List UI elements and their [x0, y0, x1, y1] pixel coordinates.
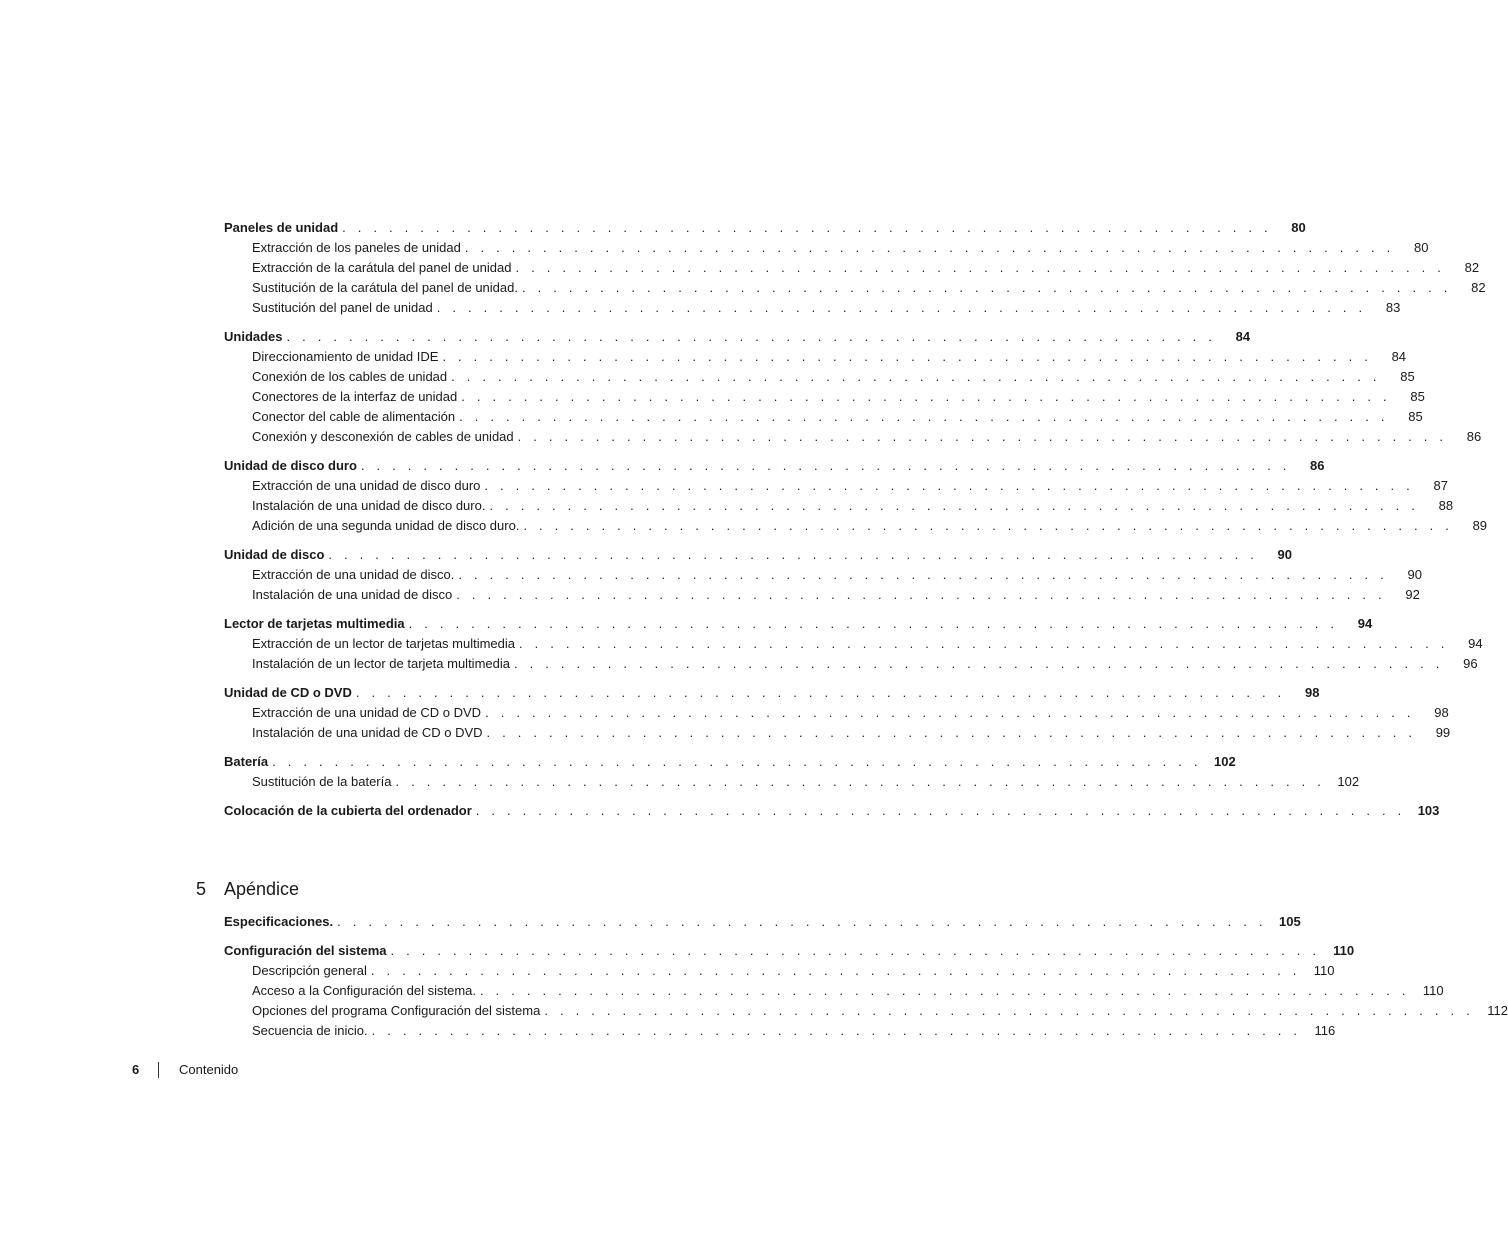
toc-section-entry[interactable]: [224, 218, 1306, 238]
toc-entry-page-number: 82: [1471, 280, 1486, 295]
toc-subsection-entry[interactable]: [224, 703, 1449, 723]
toc-entry-page-number: 98: [1304, 685, 1320, 700]
toc-subsection-entry[interactable]: [224, 347, 1407, 367]
dot-leader: . . . . . . . . . . . . . . . . . . . . . . . . . . . . . . . . . . . . . . . . . . . . . . . . . . . . . . . . . . . .: [515, 260, 1446, 275]
toc-entry-title: Sustitución del panel de unidad: [252, 298, 437, 318]
toc-section-entry[interactable]: [224, 801, 1440, 821]
toc-subsection-entry[interactable]: [224, 367, 1415, 387]
toc-section-entry[interactable]: [224, 941, 1355, 961]
toc-entry-title: Direccionamiento de unidad IDE: [252, 347, 442, 367]
toc-section-entry[interactable]: [224, 614, 1373, 634]
dot-leader: . . . . . . . . . . . . . . . . . . . . . . . . . . . . . . . . . . . . . . . . . . . . . . . . . . . . . . . . . . . .: [286, 329, 1217, 344]
toc-subsection-entry[interactable]: [224, 387, 1425, 407]
toc-entry-title: Adición de una segunda unidad de disco duro.: [252, 516, 523, 536]
toc-subsection-entry[interactable]: [224, 238, 1429, 258]
toc-section-entry[interactable]: [224, 456, 1325, 476]
toc-entry-title: Extracción de una unidad de CD o DVD: [252, 703, 485, 723]
footer-section-label: Contenido: [179, 1062, 239, 1077]
toc-entry-page-number: 90: [1407, 567, 1422, 582]
toc-entry-title: Opciones del programa Configuración del sistema: [252, 1001, 544, 1021]
dot-leader: . . . . . . . . . . . . . . . . . . . . . . . . . . . . . . . . . . . . . . . . . . . . . . . . . . . . . . . . . . . .: [436, 300, 1367, 315]
toc-entry-page-number: 110: [1333, 943, 1355, 958]
dot-leader: . . . . . . . . . . . . . . . . . . . . . . . . . . . . . . . . . . . . . . . . . . . . . . . . . . . . . . . . . . . .: [360, 458, 1291, 473]
toc-entry-title: Sustitución de la batería: [252, 772, 395, 792]
toc-subsection-entry[interactable]: [224, 565, 1422, 585]
dot-leader: . . . . . . . . . . . . . . . . . . . . . . . . . . . . . . . . . . . . . . . . . . . . . . . . . . . . . . . . . . . .: [442, 349, 1373, 364]
toc-entry-title: Conexión de los cables de unidad: [252, 367, 451, 387]
dot-leader: . . . . . . . . . . . . . . . . . . . . . . . . . . . . . . . . . . . . . . . . . . . . . . . . . . . . . . . . . . . .: [485, 705, 1415, 720]
footer-separator: [158, 1062, 159, 1078]
dot-leader: . . . . . . . . . . . . . . . . . . . . . . . . . . . . . . . . . . . . . . . . . . . . . . . . . . . . . . . . . . . .: [489, 498, 1420, 513]
toc-entry-page-number: 86: [1310, 458, 1325, 473]
toc-entry-title: Instalación de una unidad de disco duro.: [252, 496, 489, 516]
toc-entry-page-number: 98: [1434, 705, 1449, 720]
dot-leader: . . . . . . . . . . . . . . . . . . . . . . . . . . . . . . . . . . . . . . . . . . . . . . . . . . . . . . . . . . . .: [517, 429, 1448, 444]
toc-entry-page-number: 96: [1463, 656, 1478, 671]
toc-entry-page-number: 92: [1405, 587, 1420, 602]
toc-subsection-entry[interactable]: [224, 1001, 1508, 1021]
toc-section-entry[interactable]: [224, 912, 1301, 932]
toc-entry-title: Extracción de un lector de tarjetas multimedia: [252, 634, 519, 654]
toc-entry-title: Instalación de un lector de tarjeta multimedia: [252, 654, 514, 674]
toc-entry-page-number: 105: [1279, 914, 1301, 929]
dot-leader: . . . . . . . . . . . . . . . . . . . . . . . . . . . . . . . . . . . . . . . . . . . . . . . . . . . . . . . . . . . .: [480, 983, 1410, 998]
toc-entry-page-number: 83: [1385, 300, 1401, 315]
toc-subsection-entry[interactable]: [224, 585, 1420, 605]
dot-leader: . . . . . . . . . . . . . . . . . . . . . . . . . . . . . . . . . . . . . . . . . . . . . . . . . . . . . . . . . . . .: [486, 725, 1417, 740]
toc-entry-page-number: 84: [1235, 329, 1251, 344]
toc-entry-title: Unidad de CD o DVD: [224, 683, 356, 703]
toc-entry-page-number: 84: [1391, 349, 1407, 364]
dot-leader: . . . . . . . . . . . . . . . . . . . . . . . . . . . . . . . . . . . . . . . . . . . . . . . . . . . . . . . . . . . .: [371, 1023, 1302, 1038]
toc-entry-title: Especificaciones.: [224, 912, 337, 932]
toc-entry-page-number: 102: [1337, 774, 1360, 789]
toc-subsection-entry[interactable]: [224, 1021, 1336, 1041]
toc-section-entry[interactable]: [224, 752, 1236, 772]
toc-subsection-entry[interactable]: [224, 278, 1486, 298]
footer-page-number: 6: [132, 1062, 140, 1077]
dot-leader: . . . . . . . . . . . . . . . . . . . . . . . . . . . . . . . . . . . . . . . . . . . . . . . . . . . . . . . . . . . .: [484, 478, 1414, 493]
toc-entry-title: Lector de tarjetas multimedia: [224, 614, 409, 634]
toc-entry-page-number: 82: [1464, 260, 1480, 275]
toc-subsection-entry[interactable]: [224, 981, 1444, 1001]
dot-leader: . . . . . . . . . . . . . . . . . . . . . . . . . . . . . . . . . . . . . . . . . . . . . . . . . . . . . . . . . . . .: [464, 240, 1395, 255]
toc-entry-page-number: 80: [1291, 220, 1306, 235]
toc-entry-page-number: 85: [1410, 389, 1425, 404]
toc-entry-title: Configuración del sistema: [224, 941, 391, 961]
dot-leader: . . . . . . . . . . . . . . . . . . . . . . . . . . . . . . . . . . . . . . . . . . . . . . . . . . . . . . . . . . . .: [475, 803, 1406, 818]
table-of-contents-part-2: [224, 912, 1508, 1041]
toc-subsection-entry[interactable]: [224, 516, 1488, 536]
toc-entry-page-number: 110: [1422, 983, 1444, 998]
dot-leader: . . . . . . . . . . . . . . . . . . . . . . . . . . . . . . . . . . . . . . . . . . . . . . . . . . . . . . . . . . . .: [337, 914, 1267, 929]
dot-leader: . . . . . . . . . . . . . . . . . . . . . . . . . . . . . . . . . . . . . . . . . . . . . . . . . . . . . . . . . . . .: [523, 518, 1454, 533]
dot-leader: . . . . . . . . . . . . . . . . . . . . . . . . . . . . . . . . . . . . . . . . . . . . . . . . . . . . . . . . . . . .: [390, 943, 1321, 958]
toc-entry-title: Conectores de la interfaz de unidad: [252, 387, 461, 407]
toc-entry-page-number: 85: [1400, 369, 1415, 384]
toc-section-entry[interactable]: [224, 545, 1293, 565]
toc-subsection-entry[interactable]: [224, 634, 1483, 654]
toc-section-entry[interactable]: [224, 683, 1320, 703]
toc-entry-title: Unidad de disco: [224, 545, 328, 565]
toc-entry-page-number: 86: [1466, 429, 1482, 444]
toc-entry-page-number: 94: [1357, 616, 1373, 631]
chapter-heading: [196, 876, 299, 902]
table-of-contents-part-1: [224, 218, 1488, 821]
toc-entry-title: Instalación de una unidad de disco: [252, 585, 456, 605]
dot-leader: . . . . . . . . . . . . . . . . . . . . . . . . . . . . . . . . . . . . . . . . . . . . . . . . . . . . . . . . . . . .: [342, 220, 1272, 235]
toc-entry-page-number: 94: [1468, 636, 1483, 651]
toc-entry-page-number: 112: [1487, 1003, 1508, 1018]
dot-leader: . . . . . . . . . . . . . . . . . . . . . . . . . . . . . . . . . . . . . . . . . . . . . . . . . . . . . . . . . . . .: [370, 963, 1301, 978]
dot-leader: . . . . . . . . . . . . . . . . . . . . . . . . . . . . . . . . . . . . . . . . . . . . . . . . . . . . . . . . . . . .: [521, 280, 1452, 295]
toc-subsection-entry[interactable]: [224, 258, 1480, 278]
toc-entry-page-number: 88: [1438, 498, 1454, 513]
dot-leader: . . . . . . . . . . . . . . . . . . . . . . . . . . . . . . . . . . . . . . . . . . . . . . . . . . . . . . . . . . . .: [458, 567, 1388, 582]
dot-leader: . . . . . . . . . . . . . . . . . . . . . . . . . . . . . . . . . . . . . . . . . . . . . . . . . . . . . . . . . . . .: [459, 409, 1389, 424]
toc-entry-page-number: 110: [1313, 963, 1335, 978]
dot-leader: . . . . . . . . . . . . . . . . . . . . . . . . . . . . . . . . . . . . . . . . . . . . . . . . . . . . . . . . . . . .: [461, 389, 1391, 404]
toc-subsection-entry[interactable]: [224, 654, 1478, 674]
toc-entry-title: Unidad de disco duro: [224, 456, 361, 476]
dot-leader: . . . . . . . . . . . . . . . . . . . . . . . . . . . . . . . . . . . . . . . . . . . . . . . . . . . . . . . . . . . .: [513, 656, 1444, 671]
toc-entry-title: Extracción de los paneles de unidad: [252, 238, 465, 258]
toc-entry-title: Descripción general: [252, 961, 371, 981]
toc-entry-title: Instalación de una unidad de CD o DVD: [252, 723, 487, 743]
toc-subsection-entry[interactable]: [224, 496, 1454, 516]
toc-entry-page-number: 85: [1408, 409, 1423, 424]
dot-leader: . . . . . . . . . . . . . . . . . . . . . . . . . . . . . . . . . . . . . . . . . . . . . . . . . . . . . . . . . . . .: [328, 547, 1259, 562]
toc-subsection-entry[interactable]: [224, 723, 1451, 743]
toc-entry-page-number: 102: [1213, 754, 1236, 769]
dot-leader: . . . . . . . . . . . . . . . . . . . . . . . . . . . . . . . . . . . . . . . . . . . . . . . . . . . . . . . . . . . .: [456, 587, 1386, 602]
toc-subsection-entry[interactable]: [224, 427, 1482, 447]
toc-entry-page-number: 116: [1314, 1023, 1336, 1038]
toc-subsection-entry[interactable]: [224, 298, 1401, 318]
dot-leader: . . . . . . . . . . . . . . . . . . . . . . . . . . . . . . . . . . . . . . . . . . . . . . . . . . . . . . . . . . . .: [272, 754, 1202, 769]
toc-entry-title: Acceso a la Configuración del sistema.: [252, 981, 480, 1001]
toc-entry-title: Batería: [224, 752, 272, 772]
toc-entry-title: Paneles de unidad: [224, 218, 342, 238]
toc-subsection-entry[interactable]: [224, 961, 1335, 981]
toc-entry-title: Extracción de la carátula del panel de unidad: [252, 258, 515, 278]
toc-entry-page-number: 87: [1433, 478, 1448, 493]
dot-leader: . . . . . . . . . . . . . . . . . . . . . . . . . . . . . . . . . . . . . . . . . . . . . . . . . . . . . . . . . . . .: [408, 616, 1339, 631]
toc-entry-title: Secuencia de inicio.: [252, 1021, 372, 1041]
toc-entry-page-number: 80: [1414, 240, 1429, 255]
toc-subsection-entry[interactable]: [224, 407, 1423, 427]
toc-entry-page-number: 90: [1277, 547, 1293, 562]
chapter-title: Apéndice: [224, 879, 300, 899]
toc-entry-page-number: 89: [1472, 518, 1488, 533]
toc-entry-title: Extracción de una unidad de disco duro: [252, 476, 484, 496]
toc-entry-title: Conector del cable de alimentación: [252, 407, 459, 427]
toc-entry-title: Colocación de la cubierta del ordenador: [224, 801, 476, 821]
toc-entry-title: Conexión y desconexión de cables de unidad: [252, 427, 518, 447]
chapter-number: 5: [196, 879, 207, 899]
toc-entry-title: Unidades: [224, 327, 287, 347]
toc-section-entry[interactable]: [224, 327, 1251, 347]
dot-leader: . . . . . . . . . . . . . . . . . . . . . . . . . . . . . . . . . . . . . . . . . . . . . . . . . . . . . . . . . . . .: [519, 636, 1449, 651]
toc-subsection-entry[interactable]: [224, 476, 1448, 496]
dot-leader: . . . . . . . . . . . . . . . . . . . . . . . . . . . . . . . . . . . . . . . . . . . . . . . . . . . . . . . . . . . .: [544, 1003, 1474, 1018]
toc-entry-page-number: 103: [1417, 803, 1440, 818]
toc-entry-page-number: 99: [1435, 725, 1451, 740]
dot-leader: . . . . . . . . . . . . . . . . . . . . . . . . . . . . . . . . . . . . . . . . . . . . . . . . . . . . . . . . . . . .: [451, 369, 1381, 384]
dot-leader: . . . . . . . . . . . . . . . . . . . . . . . . . . . . . . . . . . . . . . . . . . . . . . . . . . . . . . . . . . . .: [395, 774, 1326, 789]
dot-leader: . . . . . . . . . . . . . . . . . . . . . . . . . . . . . . . . . . . . . . . . . . . . . . . . . . . . . . . . . . . .: [355, 685, 1286, 700]
toc-entry-title: Extracción de una unidad de disco.: [252, 565, 458, 585]
toc-subsection-entry[interactable]: [224, 772, 1360, 792]
toc-entry-title: Sustitución de la carátula del panel de unidad.: [252, 278, 522, 298]
